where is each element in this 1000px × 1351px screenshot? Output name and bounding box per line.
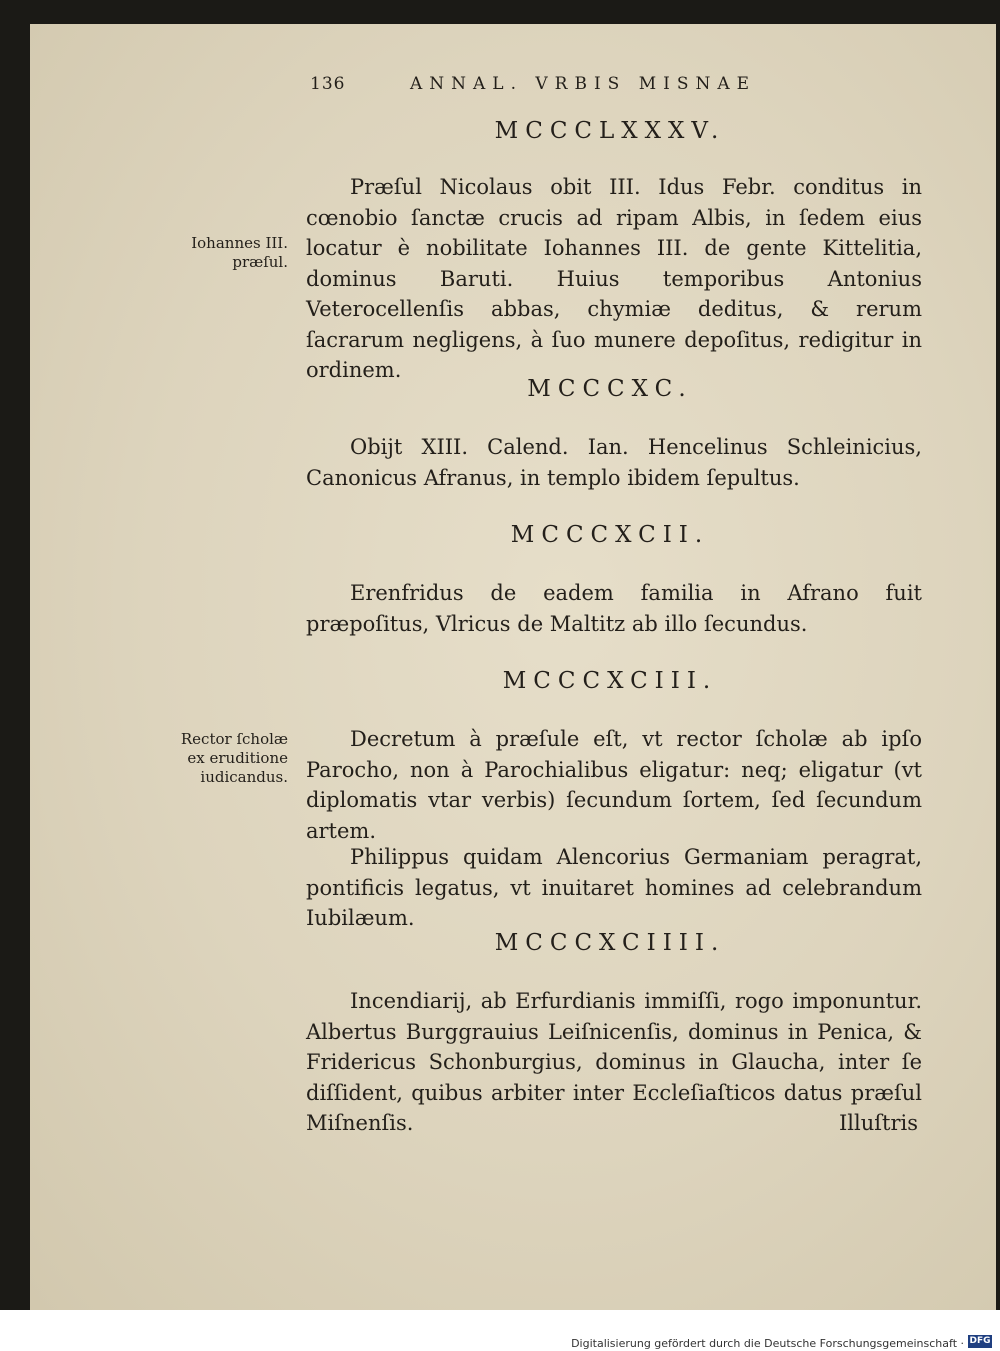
year-heading: MCCCXC. — [527, 376, 693, 402]
year-heading: MCCCXCIIII. — [494, 930, 726, 956]
running-head-title: ANNAL. VRBIS MISNAE — [410, 74, 757, 94]
paragraph: Erenfridus de eadem familia in Afrano fuit præpoſitus, Vlricus de Maltitz ab illo ſecundus. — [306, 581, 922, 636]
footer-credit: Digitalisierung gefördert durch die Deutsche Forschungsgemeinschaft · — [571, 1337, 964, 1350]
paragraph: Philippus quidam Alencorius Germaniam peragrat, pontificis legatus, vt inuitaret homines ad celebrandum Iubilæum. — [306, 845, 922, 930]
year-heading: MCCCXCIII. — [502, 668, 718, 694]
paragraph: Præſul Nicolaus obit III. Idus Febr. conditus in cœnobio ſanctæ crucis ad ripam Albis, in ſedem eius locatur è nobilitate Iohannes III. de gente Kittelitia, dominus Baruti. Huius temporibus Antonius Veterocellenſis abbas, chymiæ deditus, & rerum ſacrarum negligens, à ſuo munere depoſitus, redigitur in ordinem. — [306, 175, 922, 382]
margin-note: Rector ſcholæ ex eruditione iudicandus. — [180, 730, 288, 786]
page-number: 136 — [310, 74, 346, 94]
paragraph: Incendiarij, ab Erfurdianis immiſſi, rogo imponuntur. Albertus Burggrauius Leiſnicenſis, dominus in Penica, & Fridericus Schonburgius, dominus in Glaucha, inter ſe diſſident, quibus arbiter inter Eccleſiaſticos datus præſul Miſnenſis. — [306, 989, 922, 1135]
paragraph: Obijt XIII. Calend. Ian. Hencelinus Schleinicius, Canonicus Afranus, in templo ibidem ſepultus. — [306, 435, 922, 490]
catchword: Illuſtris — [839, 1111, 918, 1135]
margin-note: Iohannes III. præſul. — [191, 234, 288, 271]
dfg-logo: DFG — [969, 1336, 991, 1346]
paragraph: Decretum à præſule eſt, vt rector ſcholæ ab ipſo Parocho, non à Parochialibus eligatur: neq; eligatur (vt diplomatis vtar verbis) ſecundum ſortem, ſed ſecundum artem. — [306, 727, 922, 843]
year-heading: MCCCLXXXV. — [494, 118, 726, 144]
year-heading: MCCCXCII. — [510, 522, 710, 548]
